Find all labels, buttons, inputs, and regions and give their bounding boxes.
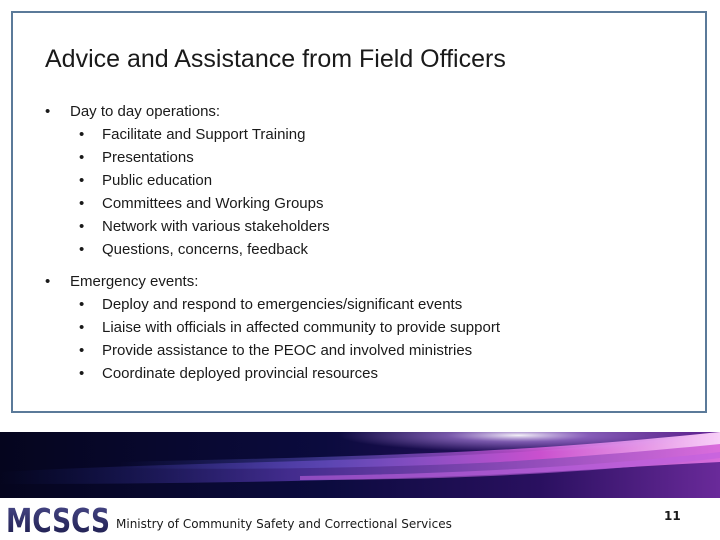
bullet-icon: • — [79, 296, 85, 313]
footer — [0, 498, 720, 540]
bullet-icon: • — [79, 342, 85, 359]
mcscs-logo — [6, 498, 112, 538]
bullet-icon: • — [45, 273, 51, 290]
bullet-icon: • — [45, 103, 51, 120]
bullet-icon: • — [79, 195, 85, 212]
bullet-icon: • — [79, 126, 85, 143]
slide-title: Advice and Assistance from Field Officers — [45, 45, 506, 73]
content-box: Advice and Assistance from Field Officers • Day to day operations: • Facilitate and Support Training • Presentations • Public education • Committees and Working Groups • Network with various stakeholders • Questions, concerns, feedback • Emergency events: • Deploy and respond to emergencies/significant events • Liaise with officials in affected community to provide support • Provide assistance to the PEOC and involved ministries • Coordinate deployed provincial resources — [11, 11, 707, 413]
page-number: 11 — [664, 509, 681, 523]
section-heading-text: Day to day operations: — [70, 103, 221, 120]
bullet-icon: • — [79, 365, 85, 382]
bullet-icon: • — [79, 172, 85, 189]
logo-text: MCSCS — [6, 501, 110, 540]
ministry-name: Ministry of Community Safety and Correctional Services — [116, 517, 452, 531]
decorative-banner — [0, 432, 720, 498]
bullet-icon: • — [79, 149, 85, 166]
section-heading-text: Emergency events: — [70, 273, 199, 290]
bullet-icon: • — [79, 319, 85, 336]
bullet-icon: • — [79, 218, 85, 235]
bullet-icon: • — [79, 241, 85, 258]
